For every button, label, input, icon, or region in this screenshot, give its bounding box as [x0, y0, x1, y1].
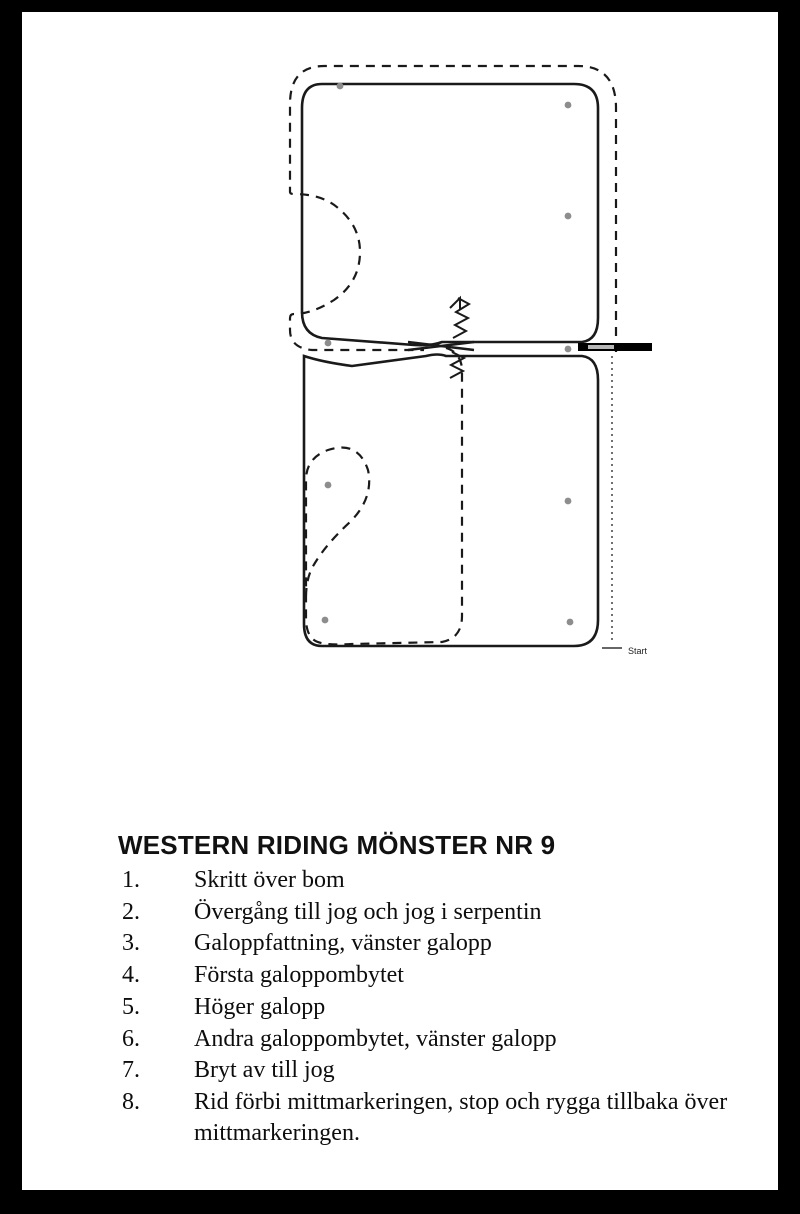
step-text: Höger galopp — [194, 993, 326, 1020]
cone-markers — [322, 83, 574, 626]
cone-marker — [565, 102, 572, 109]
cone-marker — [565, 346, 572, 353]
step-text: Bryt av till jog — [194, 1057, 335, 1084]
step-number: 6. — [122, 1025, 140, 1052]
pattern-diagram — [22, 12, 778, 662]
list-item — [22, 1087, 778, 1148]
list-item — [22, 928, 778, 959]
cone-marker — [565, 213, 572, 220]
step-number: 4. — [122, 962, 140, 989]
step-number: 1. — [122, 867, 140, 893]
step-number: 2. — [122, 898, 140, 925]
list-item — [22, 960, 778, 991]
list-item — [22, 865, 778, 896]
step-text: Övergång till jog och jog i serpentin — [194, 898, 542, 925]
step-text: Andra galoppombytet, vänster galopp — [194, 1025, 557, 1052]
cone-marker — [337, 83, 344, 90]
list-item — [22, 1055, 778, 1086]
cone-marker — [325, 340, 332, 347]
start-label: Start — [628, 646, 648, 656]
document-sheet — [22, 12, 778, 1190]
upper-dashed-path — [290, 66, 616, 352]
step-number: 5. — [122, 993, 140, 1020]
lower-solid-track — [304, 355, 598, 647]
cone-marker — [565, 498, 572, 505]
step-number: 3. — [122, 930, 140, 957]
page-title: WESTERN RIDING MÖNSTER NR 9 — [118, 830, 556, 860]
cone-marker — [325, 482, 332, 489]
pattern-diagram-svg — [22, 12, 778, 672]
step-text: Skritt över bom — [194, 867, 345, 893]
pattern-caption — [22, 830, 778, 1149]
ground-pole-highlight — [588, 345, 614, 349]
pattern-step-list — [22, 865, 778, 1148]
list-item — [22, 992, 778, 1023]
lower-dashed-path — [306, 348, 462, 645]
list-item — [22, 1024, 778, 1055]
step-text: Första galoppombytet — [194, 962, 404, 989]
cone-marker — [567, 619, 574, 626]
step-text: Rid förbi mittmarkeringen, stop och rygga tillbaka över mittmarkeringen. — [194, 1089, 728, 1146]
step-text: Galoppfattning, vänster galopp — [194, 930, 492, 957]
cone-marker — [322, 617, 329, 624]
step-number: 7. — [122, 1057, 140, 1084]
step-number: 8. — [122, 1089, 140, 1116]
change-arrow — [450, 298, 460, 310]
list-item — [22, 897, 778, 928]
